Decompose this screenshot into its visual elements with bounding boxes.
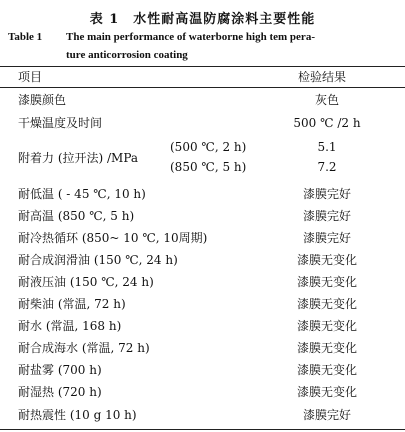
table-row: [0, 315, 405, 337]
row-result: 漆膜无变化: [296, 253, 357, 267]
table-row: [0, 112, 405, 134]
header-item: 项目: [18, 70, 43, 84]
adhesion-condition: (850 ℃, 5 h): [170, 160, 247, 174]
header-result: 检验结果: [298, 70, 347, 84]
row-item: 耐湿热 (720 h): [18, 385, 102, 399]
row-result: 漆膜无变化: [296, 275, 357, 289]
table-top-rule: [0, 66, 405, 67]
table-bottom-rule: [0, 429, 405, 430]
row-result: 漆膜完好: [302, 231, 351, 245]
row-result: 漆膜完好: [302, 408, 351, 422]
table-row: [0, 404, 405, 426]
row-result: 漆膜无变化: [296, 319, 357, 333]
row-item: 耐液压油 (150 ℃, 24 h): [18, 275, 154, 289]
caption-english-text-1: The main performance of waterborne high tem pera-: [66, 31, 315, 43]
row-result: 漆膜无变化: [296, 341, 357, 355]
row-item: 附着力 (拉开法) /MPa: [18, 151, 139, 165]
row-item: 耐水 (常温, 168 h): [18, 319, 122, 333]
row-result: 漆膜无变化: [296, 297, 357, 311]
table-caption-chinese: 表 1 水性耐高温防腐涂料主要性能: [89, 12, 316, 27]
table-row-adhesion: [0, 135, 405, 179]
adhesion-value: 7.2: [317, 160, 337, 174]
table-row: [0, 227, 405, 249]
row-item: 耐柴油 (常温, 72 h): [18, 297, 126, 311]
row-item: 耐热震性 (10 g 10 h): [18, 408, 137, 422]
adhesion-condition: (500 ℃, 2 h): [170, 140, 247, 154]
table-row: [0, 271, 405, 293]
row-item: 耐合成润滑油 (150 ℃, 24 h): [18, 253, 178, 267]
row-result: 漆膜完好: [302, 187, 351, 201]
table-header-rule: [0, 87, 405, 88]
row-item: 耐冷热循环 (850~ 10 ℃, 10周期): [18, 231, 208, 245]
row-item: 耐合成海水 (常温, 72 h): [18, 341, 150, 355]
row-result: 漆膜无变化: [296, 385, 357, 399]
row-result: 漆膜完好: [302, 209, 351, 223]
caption-english-line-1: [8, 28, 400, 46]
table-row: [0, 381, 405, 403]
row-item: 耐低温 ( - 45 ℃, 10 h): [18, 187, 146, 201]
row-item: 干燥温度及时间: [18, 116, 103, 130]
table-row: [0, 205, 405, 227]
row-item: 耐盐雾 (700 h): [18, 363, 102, 377]
table-row: [0, 359, 405, 381]
table-row: [0, 337, 405, 359]
row-item: 漆膜颜色: [18, 93, 67, 107]
table-row: [0, 89, 405, 111]
table-row: [0, 183, 405, 205]
row-result: 500 ℃ /2 h: [293, 116, 361, 130]
table-caption-english: [8, 28, 400, 64]
table-row: [0, 293, 405, 315]
table-row: [0, 249, 405, 271]
caption-english-label: Table 1: [8, 31, 43, 43]
row-result: 灰色: [314, 93, 339, 107]
adhesion-value: 5.1: [317, 140, 337, 154]
row-result: 漆膜无变化: [296, 363, 357, 377]
caption-english-line-2: ture anticorrosion coating: [66, 49, 188, 61]
row-item: 耐高温 (850 ℃, 5 h): [18, 209, 135, 223]
